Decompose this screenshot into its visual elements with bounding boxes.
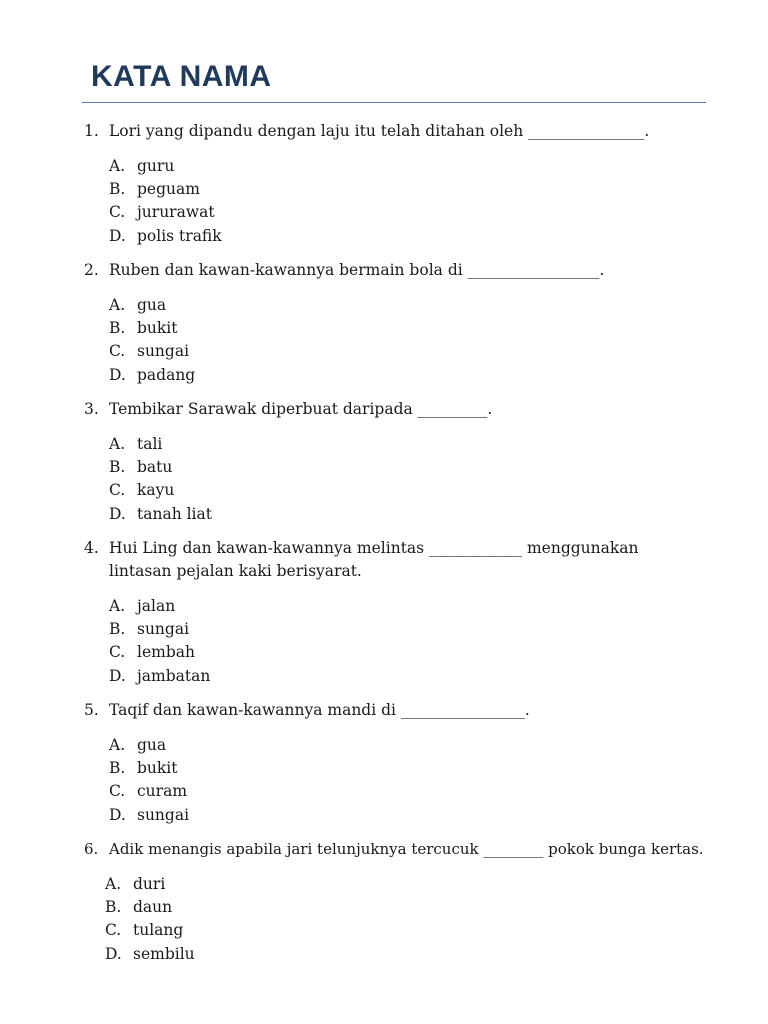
option-letter: D. bbox=[109, 226, 126, 245]
question-text: Ruben dan kawan-kawannya bermain bola di _________________. bbox=[109, 261, 605, 279]
option-text: jambatan bbox=[137, 666, 211, 685]
question-text: Tembikar Sarawak diperbuat daripada _________. bbox=[109, 400, 493, 418]
option-letter: B. bbox=[105, 898, 122, 917]
option-text: jururawat bbox=[137, 203, 215, 222]
option-letter: C. bbox=[109, 203, 126, 222]
option-letter: A. bbox=[109, 435, 126, 453]
option-text: kayu bbox=[137, 481, 175, 500]
option-text: sungai bbox=[137, 620, 190, 639]
option-text: peguam bbox=[137, 180, 200, 199]
option-text: lembah bbox=[137, 643, 195, 662]
option-letter: A. bbox=[105, 875, 122, 893]
question-number: 2. bbox=[84, 261, 99, 279]
title-divider bbox=[82, 102, 706, 103]
option-text: tali bbox=[137, 435, 163, 453]
option-letter: B. bbox=[109, 759, 126, 778]
option-text: gua bbox=[137, 296, 167, 314]
option-text: sungai bbox=[137, 342, 190, 361]
option-letter: A. bbox=[109, 597, 126, 615]
question-text: Hui Ling dan kawan-kawannya melintas ____________ menggunakan lintasan pejalan kaki berisyarat. bbox=[109, 539, 639, 580]
option-text: padang bbox=[137, 365, 196, 384]
question-number: 4. bbox=[84, 539, 99, 557]
option-text: jalan bbox=[137, 597, 176, 615]
question-1 bbox=[84, 120, 724, 250]
question-number: 6. bbox=[84, 840, 99, 858]
option-letter: D. bbox=[105, 944, 122, 963]
question-number: 1. bbox=[84, 122, 99, 140]
option-letter: D. bbox=[109, 805, 126, 824]
question-3 bbox=[84, 398, 724, 528]
option-letter: B. bbox=[109, 180, 126, 199]
option-letter: C. bbox=[105, 921, 122, 940]
option-letter: B. bbox=[109, 319, 126, 338]
option-text: duri bbox=[133, 875, 166, 893]
option-letter: D. bbox=[109, 504, 126, 523]
page-title: KATA NAMA bbox=[91, 60, 272, 93]
option-letter: A. bbox=[109, 296, 126, 314]
question-text: Adik menangis apabila jari telunjuknya tercucuk ________ pokok bunga kertas. bbox=[109, 840, 704, 858]
option-letter: A. bbox=[109, 157, 126, 175]
option-text: sungai bbox=[137, 805, 190, 824]
question-number: 3. bbox=[84, 400, 99, 418]
option-text: guru bbox=[137, 157, 175, 175]
option-letter: A. bbox=[109, 736, 126, 754]
option-letter: C. bbox=[109, 643, 126, 662]
question-text: Lori yang dipandu dengan laju itu telah ditahan oleh _______________. bbox=[109, 122, 650, 140]
question-6 bbox=[84, 838, 734, 968]
question-2 bbox=[84, 259, 724, 389]
option-text: sembilu bbox=[133, 944, 195, 963]
option-text: tanah liat bbox=[137, 504, 212, 523]
option-letter: C. bbox=[109, 782, 126, 801]
option-text: batu bbox=[137, 458, 173, 477]
question-text: Taqif dan kawan-kawannya mandi di ________________. bbox=[109, 701, 530, 719]
option-text: bukit bbox=[137, 759, 178, 778]
option-text: tulang bbox=[133, 921, 184, 940]
option-text: bukit bbox=[137, 319, 178, 338]
option-text: polis trafik bbox=[137, 226, 222, 245]
option-letter: D. bbox=[109, 666, 126, 685]
option-letter: C. bbox=[109, 481, 126, 500]
option-text: curam bbox=[137, 782, 188, 801]
option-letter: B. bbox=[109, 620, 126, 639]
option-letter: C. bbox=[109, 342, 126, 361]
option-letter: D. bbox=[109, 365, 126, 384]
question-number: 5. bbox=[84, 701, 99, 719]
option-letter: B. bbox=[109, 458, 126, 477]
option-text: daun bbox=[133, 898, 173, 917]
question-5 bbox=[84, 699, 724, 829]
question-4 bbox=[84, 537, 724, 692]
option-text: gua bbox=[137, 736, 167, 754]
